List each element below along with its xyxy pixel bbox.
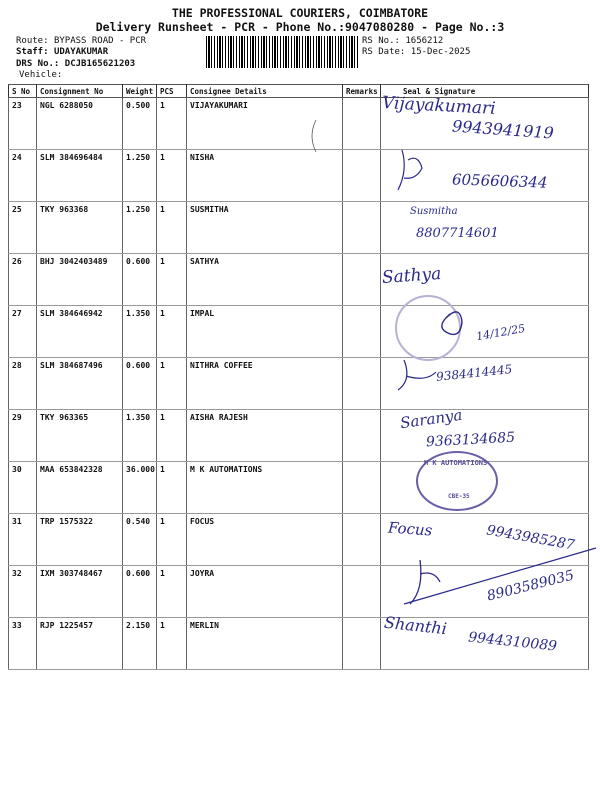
- cell-weight: 1.350: [123, 306, 157, 358]
- col-consignment: Consignment No: [37, 85, 123, 98]
- col-remarks: Remarks: [343, 85, 381, 98]
- col-weight: Weight: [123, 85, 157, 98]
- cell-consignee: IMPAL: [187, 306, 343, 358]
- col-pcs: PCS: [157, 85, 187, 98]
- cell-weight: 1.250: [123, 202, 157, 254]
- cell-consignee: NISHA: [187, 150, 343, 202]
- cell-sno: 31: [9, 514, 37, 566]
- col-signature: Seal & Signature: [381, 85, 589, 98]
- handwritten-phone: 9943941919: [451, 116, 555, 143]
- cell-pcs: 1: [157, 150, 187, 202]
- cell-pcs: 1: [157, 358, 187, 410]
- cell-weight: 36.000: [123, 462, 157, 514]
- cell-pcs: 1: [157, 514, 187, 566]
- cell-sno: 30: [9, 462, 37, 514]
- cell-pcs: 1: [157, 618, 187, 670]
- staff-label: Staff:: [16, 47, 49, 57]
- cell-sno: 27: [9, 306, 37, 358]
- cell-sno: 24: [9, 150, 37, 202]
- cell-consignment: RJP 1225457: [37, 618, 123, 670]
- cell-pcs: 1: [157, 306, 187, 358]
- cell-pcs: 1: [157, 566, 187, 618]
- cell-consignee: FOCUS: [187, 514, 343, 566]
- staff-value: UDAYAKUMAR: [53, 47, 109, 57]
- vehicle-label: Vehicle:: [19, 70, 63, 80]
- cell-weight: 1.350: [123, 410, 157, 462]
- handwritten-name: Vijayakumari: [381, 93, 497, 119]
- stamp-line2: CBE-35: [448, 493, 470, 500]
- cell-weight: 0.500: [123, 98, 157, 150]
- cell-consignee: JOYRA: [187, 566, 343, 618]
- cell-weight: 0.600: [123, 254, 157, 306]
- cell-consignment: TKY 963368: [37, 202, 123, 254]
- drs-label: DRS No.:: [16, 59, 60, 69]
- handwritten-name: Shanthi: [383, 612, 448, 639]
- handwritten-name: Sathya: [381, 263, 442, 289]
- cell-consignment: TRP 1575322: [37, 514, 123, 566]
- cell-pcs: 1: [157, 202, 187, 254]
- cell-consignment: SLM 384696484: [37, 150, 123, 202]
- cell-sno: 26: [9, 254, 37, 306]
- cell-sno: 25: [9, 202, 37, 254]
- cell-pcs: 1: [157, 254, 187, 306]
- cell-weight: 0.600: [123, 566, 157, 618]
- rs-date-label: RS Date:: [362, 47, 406, 57]
- handwritten-phone: 9363134685: [425, 429, 516, 451]
- cell-sno: 28: [9, 358, 37, 410]
- col-consignee: Consignee Details: [187, 85, 343, 98]
- handwritten-phone: 9944310089: [467, 629, 558, 655]
- drs-value: DCJB165621203: [64, 59, 136, 69]
- cell-consignment: SLM 384687496: [37, 358, 123, 410]
- cell-consignee: AISHA RAJESH: [187, 410, 343, 462]
- cell-weight: 2.150: [123, 618, 157, 670]
- route-value: BYPASS ROAD - PCR: [53, 36, 147, 46]
- cell-weight: 0.540: [123, 514, 157, 566]
- cell-sno: 29: [9, 410, 37, 462]
- handwritten-phone: 9943985287: [485, 522, 576, 554]
- cell-sno: 32: [9, 566, 37, 618]
- cell-weight: 1.250: [123, 150, 157, 202]
- cell-consignment: SLM 384646942: [37, 306, 123, 358]
- document-subtitle: Delivery Runsheet - PCR - Phone No.:9047080280 - Page No.:3: [95, 20, 505, 34]
- cell-consignee: M K AUTOMATIONS: [187, 462, 343, 514]
- cell-weight: 0.600: [123, 358, 157, 410]
- cell-consignee: SUSMITHA: [187, 202, 343, 254]
- cell-sno: 23: [9, 98, 37, 150]
- cell-consignment: IXM 303748467: [37, 566, 123, 618]
- cell-pcs: 1: [157, 98, 187, 150]
- cell-consignment: TKY 963365: [37, 410, 123, 462]
- cell-consignee: VIJAYAKUMARI: [187, 98, 343, 150]
- route-label: Route:: [16, 36, 49, 46]
- handwritten-phone: 8903589035: [485, 567, 576, 605]
- handwritten-date: 14/12/25: [475, 321, 527, 344]
- cell-consignee: NITHRA COFFEE: [187, 358, 343, 410]
- handwritten-name: Focus: [387, 518, 433, 540]
- cell-consignment: MAA 653842328: [37, 462, 123, 514]
- cell-pcs: 1: [157, 410, 187, 462]
- stamp-line1: M K AUTOMATIONS: [424, 459, 488, 467]
- cell-consignee: SATHYA: [187, 254, 343, 306]
- rs-no-label: RS No.:: [362, 36, 400, 46]
- handwritten-name: Susmitha: [410, 206, 458, 217]
- rs-no-value: 1656212: [405, 36, 444, 46]
- document-title: THE PROFESSIONAL COURIERS, COIMBATORE: [171, 6, 429, 20]
- handwritten-phone: 6056606344: [451, 170, 548, 192]
- cell-consignee: MERLIN: [187, 618, 343, 670]
- handwritten-phone: 8807714601: [416, 226, 499, 241]
- col-sno: S No: [9, 85, 37, 98]
- cell-pcs: 1: [157, 462, 187, 514]
- handwritten-name: Saranya: [399, 405, 464, 433]
- rs-date-value: 15-Dec-2025: [410, 47, 471, 57]
- cell-consignment: BHJ 3042403489: [37, 254, 123, 306]
- handwritten-phone: 9384414445: [435, 362, 513, 384]
- cell-sno: 33: [9, 618, 37, 670]
- cell-consignment: NGL 6288050: [37, 98, 123, 150]
